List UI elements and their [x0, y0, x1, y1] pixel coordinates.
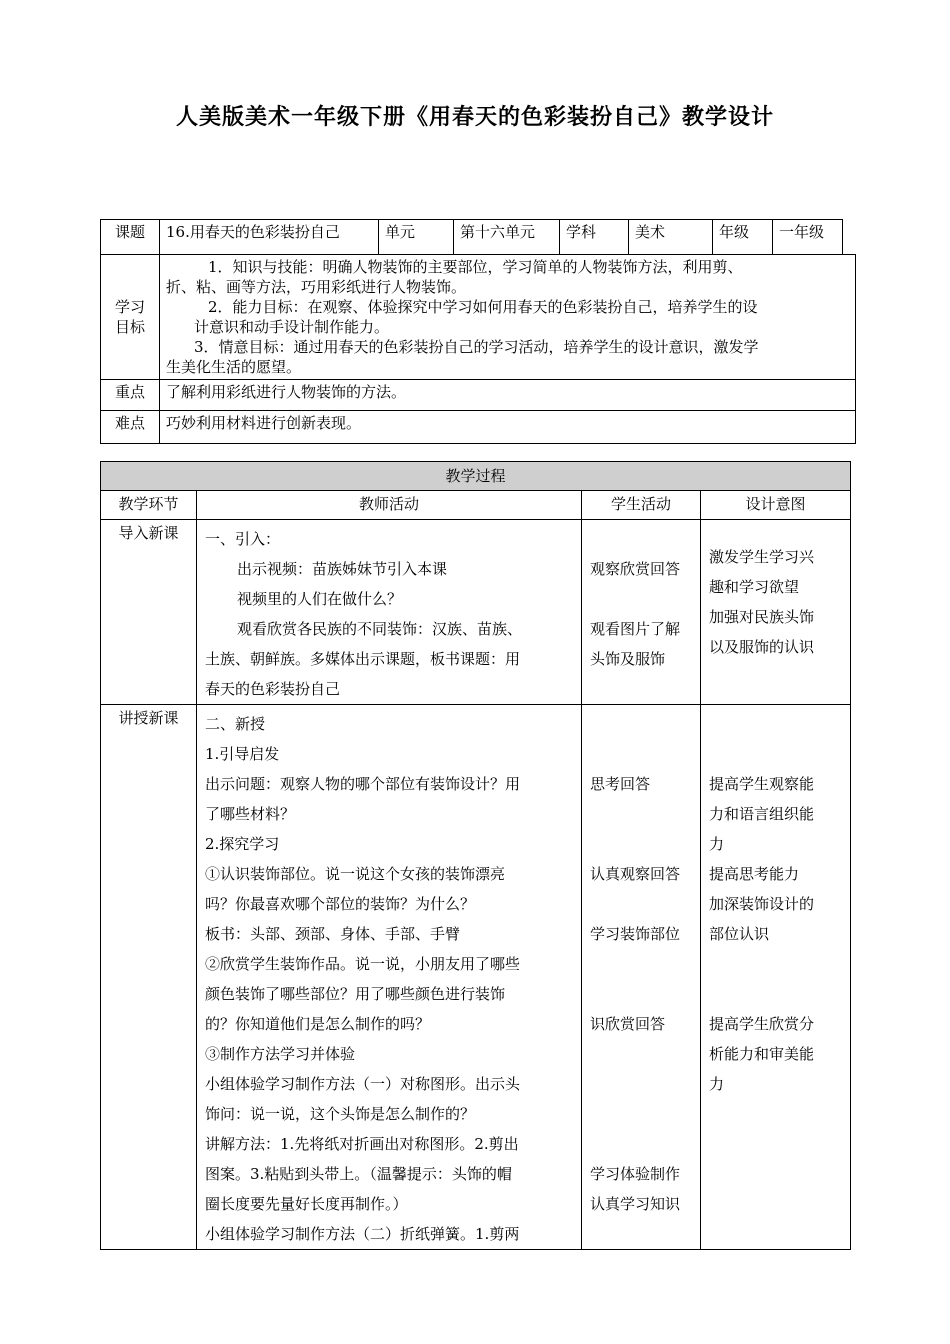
intent-line: 以及服饰的认识	[709, 638, 815, 656]
intent-line: 加强对民族头饰	[709, 608, 815, 626]
spacer	[590, 709, 692, 769]
teacher-line: 观看欣赏各民族的不同装饰：汉族、苗族、	[237, 620, 523, 638]
spacer	[709, 949, 842, 1009]
goals-label	[101, 255, 160, 380]
intent-line: 力	[709, 1075, 725, 1093]
student-line: 思考回答	[590, 775, 651, 793]
unit-label: 单元	[379, 220, 454, 255]
subject-label: 学科	[560, 220, 629, 255]
spacer-cell	[843, 220, 856, 255]
intent-line: 力和语言组织能	[709, 805, 815, 823]
teacher-line: 讲解方法：1.先将纸对折画出对称图形。2.剪出	[205, 1135, 519, 1153]
teacher-line: 图案。3.粘贴到头带上。（温馨提示：头饰的帽	[205, 1165, 512, 1183]
student-line: 认真观察回答	[590, 865, 681, 883]
goals-content	[160, 255, 856, 380]
teacher-line: 1.引导启发	[205, 745, 280, 763]
intent-line: 力	[709, 835, 725, 853]
teacher-line: 饰问：说一说，这个头饰是怎么制作的？	[205, 1105, 476, 1123]
section-2-name: 讲授新课	[101, 705, 197, 1250]
teacher-line: ②欣赏学生装饰作品。说一说，小朋友用了哪些	[205, 955, 521, 973]
teacher-line: 板书：头部、颈部、身体、手部、手臂	[205, 925, 461, 943]
spacer	[590, 1099, 692, 1159]
teacher-line: 二、新授	[205, 715, 266, 733]
teacher-line: 吗？你最喜欢哪个部位的装饰？为什么？	[205, 895, 476, 913]
course-label: 课题	[101, 220, 160, 255]
teacher-line: ①认识装饰部位。说一说这个女孩的装饰漂亮	[205, 865, 506, 883]
section-2-intent	[701, 705, 851, 1250]
teacher-line: ③制作方法学习并体验	[205, 1045, 356, 1063]
goal-2-line1: 2．能力目标：在观察、体验探究中学习如何用春天的色彩装扮自己，培养学生的设	[208, 298, 758, 316]
teacher-line: 出示视频：苗族姊妹节引入本课	[237, 560, 448, 578]
spacer	[590, 584, 692, 614]
teacher-line: 的？你知道他们是怎么制作的吗？	[205, 1015, 431, 1033]
teacher-line: 视频里的人们在做什么？	[237, 590, 403, 608]
section-1-name: 导入新课	[101, 520, 197, 705]
teacher-line: 一、引入：	[205, 530, 281, 548]
intent-line: 析能力和审美能	[709, 1045, 815, 1063]
section-1-student	[582, 520, 701, 705]
difficulty-value: 巧妙利用材料进行创新表现。	[160, 411, 856, 444]
intent-line: 加深装饰设计的	[709, 895, 815, 913]
page-title: 人美版美术一年级下册《用春天的色彩装扮自己》教学设计	[175, 105, 774, 130]
goals-label-line1: 学习	[114, 298, 145, 316]
section-2-teacher	[197, 705, 582, 1250]
spacer	[590, 1039, 692, 1099]
subject-value: 美术	[629, 220, 713, 255]
intent-line: 提高学生观察能	[709, 775, 815, 793]
student-line: 学习体验制作	[590, 1165, 681, 1183]
column-header-student: 学生活动	[582, 491, 701, 520]
intent-line: 提高学生欣赏分	[709, 1015, 815, 1033]
course-info-table	[100, 219, 856, 444]
goal-3-line1: 3．情意目标：通过用春天的色彩装扮自己的学习活动，培养学生的设计意识，激发学	[194, 338, 759, 356]
intent-line: 趣和学习欲望	[709, 578, 800, 596]
section-2-student	[582, 705, 701, 1250]
student-line: 认真学习知识	[590, 1195, 681, 1213]
teacher-line: 2.探究学习	[205, 835, 280, 853]
teacher-line: 小组体验学习制作方法（二）折纸弹簧。1.剪两	[205, 1225, 520, 1243]
section-1-teacher	[197, 520, 582, 705]
teacher-line: 圈长度要先量好长度再制作。）	[205, 1195, 408, 1213]
goal-1-line2: 折、粘、画等方法，巧用彩纸进行人物装饰。	[166, 278, 467, 296]
intent-line: 部位认识	[709, 925, 770, 943]
goal-2-line2: 计意识和动手设计制作能力。	[194, 318, 390, 336]
key-value: 了解利用彩纸进行人物装饰的方法。	[160, 380, 856, 411]
teacher-line: 了哪些材料？	[205, 805, 296, 823]
column-header-teacher: 教师活动	[197, 491, 582, 520]
grade-value: 一年级	[773, 220, 843, 255]
spacer	[590, 949, 692, 1009]
goal-3-line2: 生美化生活的愿望。	[166, 358, 302, 376]
spacer	[709, 709, 842, 769]
student-line: 识欣赏回答	[590, 1015, 666, 1033]
column-header-intent: 设计意图	[701, 491, 851, 520]
student-line: 学习装饰部位	[590, 925, 681, 943]
teacher-line: 出示问题：观察人物的哪个部位有装饰设计？用	[205, 775, 521, 793]
spacer	[590, 524, 692, 554]
teaching-process-table	[100, 461, 851, 1250]
teacher-line: 土族、朝鲜族。多媒体出示课题，板书课题：用	[205, 650, 521, 668]
section-1-intent	[701, 520, 851, 705]
student-line: 观看图片了解	[590, 620, 681, 638]
goals-label-line2: 目标	[114, 318, 145, 336]
student-line: 观察欣赏回答	[590, 560, 681, 578]
spacer	[590, 799, 692, 859]
spacer	[590, 889, 692, 919]
student-line: 头饰及服饰	[590, 650, 666, 668]
goal-1-line1: 1．知识与技能：明确人物装饰的主要部位，学习简单的人物装饰方法，利用剪、	[208, 258, 743, 276]
teacher-line: 小组体验学习制作方法（一）对称图形。出示头	[205, 1075, 521, 1093]
difficulty-label: 难点	[101, 411, 160, 444]
process-header: 教学过程	[101, 462, 851, 491]
unit-value: 第十六单元	[454, 220, 560, 255]
column-header-stage: 教学环节	[101, 491, 197, 520]
key-label: 重点	[101, 380, 160, 411]
teacher-line: 春天的色彩装扮自己	[205, 680, 341, 698]
course-value: 16.用春天的色彩装扮自己	[160, 220, 379, 255]
grade-label: 年级	[713, 220, 773, 255]
intent-line: 激发学生学习兴	[709, 548, 815, 566]
intent-line: 提高思考能力	[709, 865, 800, 883]
teacher-line: 颜色装饰了哪些部位？用了哪些颜色进行装饰	[205, 985, 506, 1003]
